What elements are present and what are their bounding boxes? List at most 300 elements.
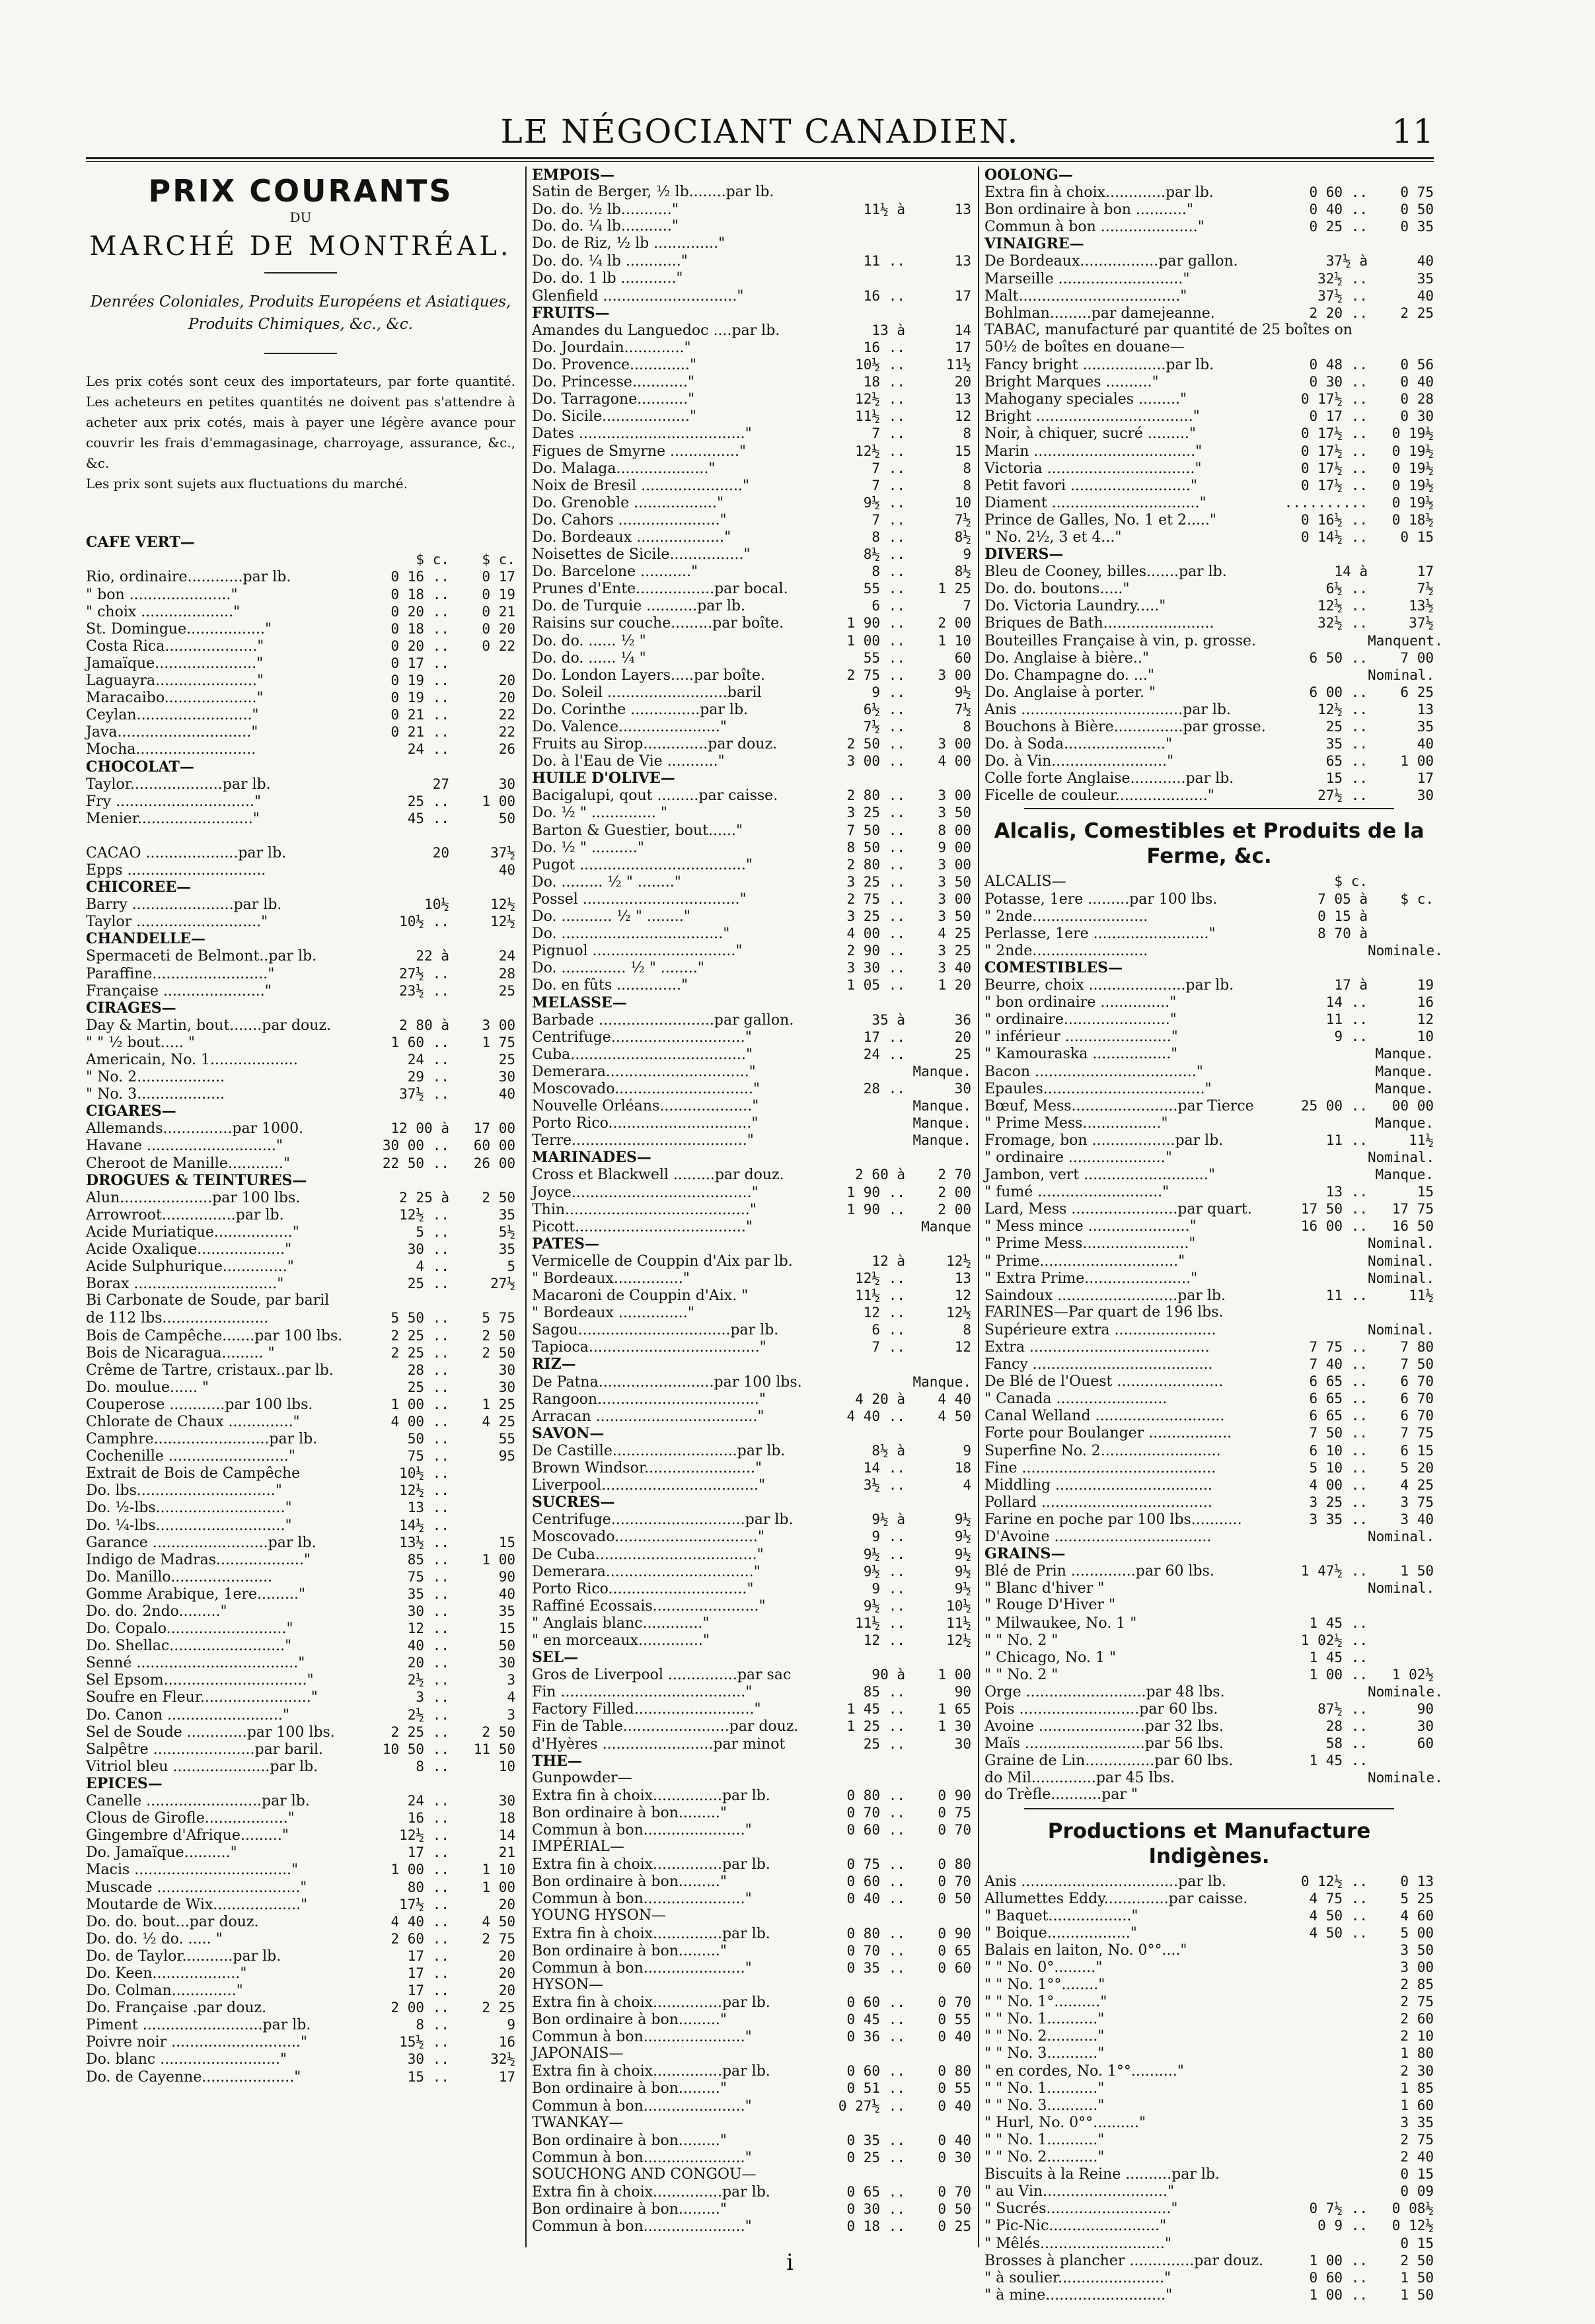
price-high: 13 [954,1270,971,1286]
price-row [86,2051,515,2068]
price-low: 6 65 .. [1309,1391,1368,1407]
price-row [532,1476,971,1494]
price-row [532,252,971,270]
price-low: 22 50 .. [382,1155,449,1171]
price-row [984,2165,1434,2183]
price-row [984,1166,1434,1183]
price-low: 0 18 .. [390,586,449,602]
item-label: Do. à l'Eau de Vie ..........." [532,753,725,770]
item-label: Do. Grenoble .................." [532,494,724,511]
price-row [86,1982,515,1999]
price-low: 12 .. [863,1305,905,1321]
price-low: 1 00 .. [1309,1666,1368,1683]
price-high: 9½ [954,1546,971,1562]
price-row [86,1809,515,1827]
price-high: 9 [507,2017,515,2033]
item-label: Canelle .........................par lb. [86,1793,310,1810]
item-label: Bon ordinaire à bon........." [532,1873,727,1891]
item-label: Jamaïque......................" [86,655,264,672]
price-low: 14½ .. [399,1517,449,1533]
price-high: 2 25 [482,2000,515,2016]
item-label: " Anglais blanc............." [532,1615,710,1632]
price-low: 20 [432,844,449,861]
price-row [532,1959,971,1977]
item-label: " Hurl, No. 0°°.........." [984,2114,1146,2131]
price-row [532,718,971,735]
price-low: 35 .. [407,1585,449,1602]
price-row [86,2033,515,2051]
price-low: 30 .. [407,1241,449,1258]
item-label: Do. de Taylor...........par lb. [86,1947,281,1965]
price-row [532,890,971,908]
price-high: 8 [963,719,971,735]
item-label: YOUNG HYSON— [532,1907,666,1924]
price-row [532,2028,971,2045]
price-high: 60 00 [473,1138,515,1154]
price-low: 25 00 .. [1300,1097,1368,1114]
price-high: Manque. [1375,1167,1434,1183]
item-label: " No. 2................... [86,1069,225,1086]
item-label: Pignuol ..............................." [532,943,743,960]
price-high: 11 50 [473,1741,515,1757]
price-row [532,1666,971,1683]
item-label: Anis ...................................par lb. [984,701,1231,718]
price-low: 18 .. [863,374,905,390]
category-heading [86,999,515,1017]
price-high: 40 [498,1086,515,1103]
intro-note-2: Les prix sont sujets aux fluctuations du marché. [86,476,408,492]
price-high: 0 55 [938,2080,971,2097]
item-label: Nouvelle Orléans...................." [532,1098,759,1115]
price-row [86,982,515,999]
item-label: Commun à bon......................" [532,2029,752,2046]
price-row [86,723,515,741]
price-row [984,1253,1434,1270]
price-low: 1 90 .. [846,615,905,632]
price-high: 1 50 [1400,2269,1434,2286]
price-low: 0 36 .. [846,2029,905,2045]
header-rule [86,157,1434,159]
price-row [532,1890,971,1907]
item-label: Dates ...................................." [532,425,752,443]
price-row [532,1063,971,1080]
price-row [532,1942,971,1959]
item-label: Commun à bon......................" [532,2097,752,2115]
price-row [984,408,1434,425]
price-row [86,810,515,827]
price-high: 0 50 [1400,201,1434,218]
price-row [532,2166,971,2183]
price-high: 17 [954,287,971,304]
price-high: 17 [498,2068,515,2085]
price-row [86,1309,515,1326]
price-high: $ c. [1400,890,1434,907]
price-high: 7 00 [1400,649,1434,666]
price-row [532,649,971,667]
price-high: 2 50 [1400,2252,1434,2269]
item-label: Fry .............................." [86,793,262,810]
price-row [984,1200,1434,1217]
price-row [86,861,515,879]
price-row [86,1120,515,1137]
price-row [984,1407,1434,1424]
price-low: 0 12½ .. [1300,1873,1368,1889]
price-high: 0 40 [1400,374,1434,390]
item-label: Bleu de Cooney, billes.......par lb. [984,563,1227,581]
price-low: 75 .. [407,1448,449,1465]
item-label: Acide Muriatique................." [86,1223,299,1241]
item-label: Terre......................................" [532,1132,754,1149]
price-low: 45 .. [407,810,449,826]
price-row [86,2068,515,2086]
price-high: 19 [1417,977,1434,994]
price-high: 0 12½ [1391,2218,1434,2234]
item-label: Brown Windsor........................" [532,1460,762,1477]
price-low: 17 .. [863,1029,905,1045]
price-high: 35 [498,1603,515,1619]
item-label: Raffiné Ecossais......................." [532,1597,766,1615]
price-row [86,1292,515,1309]
price-high: 0 19½ [1391,425,1434,442]
price-high: 0 25 [938,2218,971,2235]
price-high: 0 80 [938,1856,971,1873]
price-row [532,2132,971,2149]
price-high: 3 50 [938,873,971,890]
item-label: Lard, Mess .......................par quart. [984,1201,1252,1218]
item-label: " No. 2½, 3 et 4..." [984,528,1122,546]
item-label: Sel Epsom..............................." [86,1672,314,1689]
price-low: 11 .. [1325,1132,1368,1148]
price-row [532,2080,971,2097]
price-high: 20 [498,1947,515,1964]
item-label: Do. Corinthe ...............par lb. [532,701,749,718]
price-high: 13½ [1409,598,1434,614]
price-high: 15 [498,1620,515,1637]
market-title: MARCHÉ DE MONTRÉAL. [89,231,512,262]
item-label: Figues de Smyrne ..............." [532,443,747,460]
price-row [86,1499,515,1516]
item-label: " Extra Prime......................." [984,1270,1198,1287]
column-1 [86,166,515,2254]
item-label: Cross et Blackwell .........par douz. [532,1167,784,1184]
item-label: " en morceaux.............." [532,1632,710,1649]
price-low: 7 05 à [1317,890,1368,907]
price-row [532,2218,971,2235]
price-low: 0 17½ .. [1300,477,1368,493]
item-label: Commun à bon ....................." [984,219,1205,236]
price-high: 35 [1417,719,1434,735]
price-low: 8 50 .. [846,839,905,855]
price-low: 3 25 .. [846,908,905,925]
item-label: Ficelle de couleur...................." [984,787,1214,805]
price-high: Manque. [912,1373,971,1390]
price-low: 7 50 .. [846,822,905,838]
price-row [984,2148,1434,2165]
price-row [984,1390,1434,1407]
item-label: Do. ½ " .........." [532,839,644,856]
price-row [532,1097,971,1114]
price-low: 0 25 .. [846,2149,905,2165]
price-low: 27½ .. [399,965,449,982]
price-row [984,787,1434,804]
price-low: 2 00 .. [390,2000,449,2016]
price-high: 0 17 [482,569,515,585]
price-row [532,632,971,649]
price-high: 10 [1417,1029,1434,1045]
price-low: 17 .. [407,1965,449,1981]
price-high: Nominal. [1368,1235,1435,1252]
item-label: Avoine .......................par 32 lbs. [984,1718,1224,1735]
price-high: 0 18½ [1391,511,1434,528]
price-low: 17 .. [407,1982,449,1999]
category-label: PATES— [532,1235,599,1253]
item-label: HYSON— [532,1976,604,1993]
price-high: 6 25 [1400,684,1434,700]
price-row [532,287,971,305]
footer-mark: i [786,2249,794,2276]
item-label: Macis .................................." [86,1862,299,1879]
price-high: Nominale. [1368,1683,1443,1700]
price-low: 14 à [1334,563,1368,580]
price-low: 17 .. [407,1947,449,1964]
price-row [984,1114,1434,1132]
item-label: Demerara................................" [532,1563,760,1580]
price-low: 10½ .. [399,914,449,930]
price-high: 2 60 [1400,2011,1434,2027]
price-high: 0 90 [938,1787,971,1803]
item-label: do Mil..............par 45 lbs. [984,1770,1175,1787]
price-high: 3 00 [938,667,971,683]
price-high: 11½ [1409,1287,1434,1303]
price-row [532,1856,971,1873]
item-label: Bright .................................." [984,408,1200,425]
price-row [532,563,971,580]
price-row [532,1925,971,1942]
price-high: Manque [921,1218,971,1235]
price-high: 4 25 [938,926,971,942]
item-label: Do. à Vin........................." [984,753,1174,770]
price-low: 17 à [1334,977,1368,994]
price-high: 1 25 [482,1396,515,1412]
price-row [532,1184,971,1201]
price-low: 0 19 .. [390,672,449,689]
item-label: De Bordeaux.................par gallon. [984,253,1238,270]
price-high: 0 15 [1400,2235,1434,2251]
price-low: 10 50 .. [382,1741,449,1757]
price-low: 28 .. [863,1080,905,1097]
item-label: Commun à bon......................" [532,1822,752,1838]
category-heading [532,1649,971,1666]
price-row [86,1568,515,1585]
price-row [86,2016,515,2033]
price-row [984,339,1434,356]
price-high: 11½ [946,357,971,373]
item-label: Extra fin à choix...............par lb. [532,1925,770,1942]
item-label: Gomme Arabique, 1ere........." [86,1585,306,1603]
price-high: 4 25 [1400,1476,1434,1493]
price-high: 1 50 [1400,2286,1434,2303]
price-high: 7 [963,598,971,614]
category-label: CAFE VERT— [86,534,195,552]
price-low: 13 .. [407,1500,449,1516]
price-row [984,2286,1434,2304]
price-row [86,655,515,672]
price-low: 0 48 .. [1309,357,1368,373]
category-heading [532,1753,971,1770]
item-label: Arrowroot................par lb. [86,1206,284,1223]
price-row [532,477,971,494]
category-label: SAVON— [532,1424,605,1442]
price-high: 30 [1417,787,1434,804]
price-high: 1 60 [1400,2097,1434,2113]
column-3 [984,166,1443,2304]
category-heading [532,305,971,322]
price-row [984,1976,1434,1993]
price-high: 0 70 [938,1822,971,1838]
item-label: FARINES—Par quart de 196 lbs. [984,1303,1224,1321]
price-high: 20 [954,1029,971,1045]
category-label: THE— [532,1752,582,1770]
item-label: Maracaibo...................." [86,690,264,707]
item-label: Centrifuge.............................par lb. [532,1511,794,1529]
item-label: Bright Marques .........." [984,374,1159,391]
price-row [984,718,1434,735]
category-heading [532,1235,971,1253]
price-row [984,252,1434,270]
item-label: De Castille...........................par lb. [532,1442,786,1459]
price-row [532,218,971,235]
price-high: 60 [954,649,971,666]
price-low: 9 .. [872,1580,905,1597]
price-low: 25 .. [407,793,449,809]
price-row [86,1930,515,1947]
item-label: Allemands...............par 1000. [86,1120,304,1138]
price-low: 4 00 .. [1309,1476,1368,1493]
item-label: Alun....................par 100 lbs. [86,1189,301,1206]
price-low: 8½ .. [863,546,905,563]
page-number: 11 [1391,112,1434,151]
price-row [86,844,515,861]
price-high: 9 [963,546,971,563]
item-label: Pugot ...................................." [532,856,753,873]
price-high: 4 40 [938,1391,971,1407]
category-heading [86,534,515,551]
price-row [86,1447,515,1465]
price-high: 40 [1417,287,1434,304]
price-high: 4 [507,1689,515,1706]
price-row [532,752,971,770]
price-low: 11½ .. [855,1615,905,1631]
item-label: Chlorate de Chaux .............." [86,1413,300,1430]
price-row [532,976,971,994]
price-high: 2 50 [482,1344,515,1361]
item-label: Extra fin à choix...............par lb. [532,2183,770,2200]
price-row [984,1735,1434,1752]
price-row [532,735,971,752]
price-low: 7 .. [872,477,905,493]
price-high: 12½ [946,1305,971,1321]
price-high: 0 40 [938,2132,971,2148]
price-row [86,672,515,689]
price-low: 1 00 .. [390,1396,449,1412]
price-high: 0 28 [1400,391,1434,408]
price-high: 8 [963,1322,971,1338]
price-low: 1 45 .. [1309,1615,1368,1631]
category-label: SUCRES— [532,1494,615,1511]
item-label: " ordinaire ....................." [984,1149,1172,1166]
item-label: Do. do. 1 lb ............" [532,270,683,287]
price-high: Nominal. [1368,667,1435,683]
price-low: 6 10 .. [1309,1442,1368,1459]
item-label: Balais en laiton, No. 0°°...." [984,1942,1187,1959]
price-row [532,1201,971,1218]
item-label: Fine .......................................... [984,1459,1216,1476]
price-low: 4 20 à [855,1391,905,1407]
price-high: 0 19½ [1391,460,1434,476]
price-row [532,873,971,890]
price-high: 35 [1417,270,1434,287]
price-high: 5 00 [1400,1924,1434,1941]
item-label: " au Vin..........................." [984,2183,1175,2200]
price-low: 2 90 .. [846,943,905,959]
category-heading [86,1172,515,1189]
price-high: 9½ [954,1511,971,1528]
price-row [984,2097,1434,2114]
price-low: 0 21 .. [390,724,449,741]
price-low: 7 .. [872,460,905,476]
item-label: Laguayra......................" [86,672,264,690]
price-high: 5 75 [482,1310,515,1326]
price-high: 14 [954,322,971,338]
price-high: 18 [498,1810,515,1827]
price-low: 28 .. [1325,1718,1368,1735]
item-label: " à mine.........................." [984,2286,1173,2304]
price-row [984,2027,1434,2045]
price-row [984,667,1434,684]
price-low: 85 .. [863,1684,905,1700]
item-label: Prunes d'Ente.................par bocal. [532,581,788,598]
item-label: " Boique.................." [984,1924,1137,1942]
category-heading [984,235,1434,252]
price-row [532,1218,971,1235]
item-label: Fin ........................................" [532,1684,753,1701]
price-high: 9½ [954,1580,971,1597]
price-high: 7 80 [1400,1339,1434,1355]
item-label: Factory Filled.........................." [532,1701,761,1718]
price-high: Nominal. [1368,1253,1435,1269]
item-label: Day & Martin, bout.......par douz. [86,1017,332,1034]
item-label: Do. Manillo...................... [86,1568,273,1585]
price-row [86,1017,515,1034]
price-low: 2 75 .. [846,667,905,683]
price-row [86,1603,515,1620]
item-label: Raisins sur couche.........par boîte. [532,615,784,632]
item-label: Canal Welland ............................ [984,1408,1225,1425]
item-label: St. Domingue................." [86,620,272,637]
price-low: 0 19 .. [390,690,449,706]
price-high: 20 [498,1896,515,1912]
item-label: Picott....................................." [532,1218,753,1235]
item-label: " Bordeaux..............." [532,1270,690,1287]
price-row [984,632,1443,649]
price-row [86,586,515,603]
item-label: Do. ½-lbs............................" [86,1500,292,1517]
item-label: Do. do. ½ lb..........." [532,201,679,219]
item-label: Do. Shellac........................." [86,1638,292,1655]
item-label: Ceylan........................." [86,707,259,724]
price-high: 16 [498,2034,515,2051]
price-low: 2 80 .. [846,787,905,804]
